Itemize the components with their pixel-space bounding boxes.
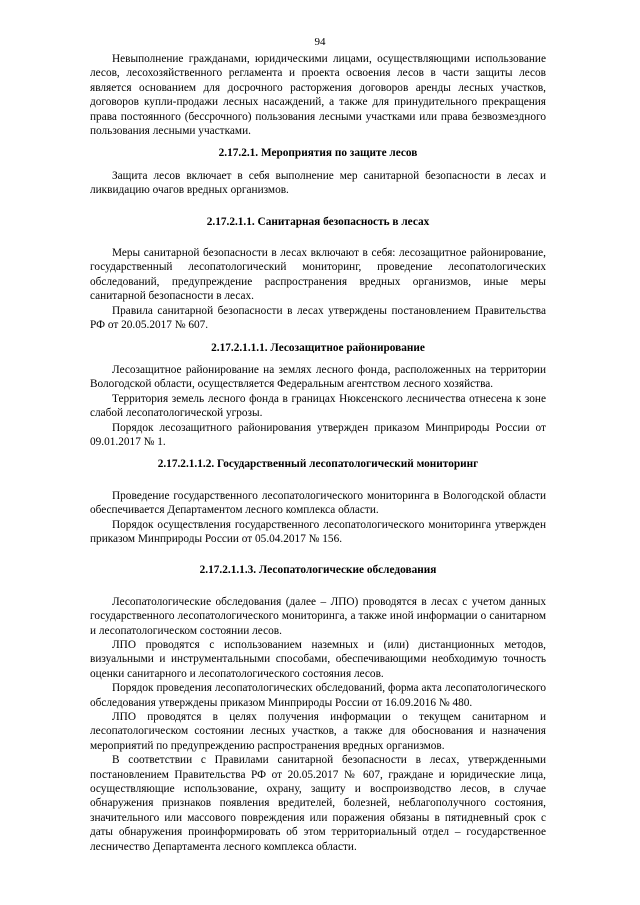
paragraph: ЛПО проводятся в целях получения информации о текущем санитарном и лесопатологическом состоянии лесных участков, а также для обоснования и назначения мероприятий по предупреждению распространения вредных организмов. xyxy=(90,711,546,752)
heading-sanitary-safety: 2.17.2.1.1. Санитарная безопасность в лесах xyxy=(206,215,430,228)
paragraph: Правила санитарной безопасности в лесах утверждены постановлением Правительства РФ от 20.05.2017 № 607. xyxy=(90,304,546,332)
paragraph: В соответствии с Правилами санитарной безопасности в лесах, утвержденными постановлением Правительства РФ от 20.05.2017 № 607, граждане и юридические лица, осуществляющие использование, охрану, защиту и воспроизводство лесов, в случае обнаружения признаков появления вредителей, болезней, неблагополучного состояния, значительного или массового повреждения или поражения обязаны в пятидневный срок с даты обнаружения проинформировать об этом территориальный отдел – государственное лесничество Департамента лесного комплекса области. xyxy=(90,754,546,853)
paragraph: Защита лесов включает в себя выполнение мер санитарной безопасности в лесах и ликвидацию очагов вредных организмов. xyxy=(90,169,546,197)
page-number: 94 xyxy=(314,36,326,48)
paragraph: Территория земель лесного фонда в границах Нюксенского лесничества отнесена к зоне слабой лесопатологической угрозы. xyxy=(90,392,546,420)
paragraph: Проведение государственного лесопатологического мониторинга в Вологодской области обеспечивается Департаментом лесного комплекса области. xyxy=(90,489,546,517)
paragraph: Меры санитарной безопасности в лесах включают в себя: лесозащитное районирование, государственный лесопатологический мониторинг, проведение лесопатологических обследований, предупреждение распространения вредных организмов, иные меры санитарной безопасности в лесах. xyxy=(90,247,546,303)
paragraph: ЛПО проводятся с использованием наземных и (или) дистанционных методов, визуальными и инструментальными способами, обеспечивающими необходимую точность оценки санитарного и лесопатологического состояния лесов. xyxy=(90,639,546,680)
document-body xyxy=(90,52,546,854)
paragraph: Лесопатологические обследования (далее – ЛПО) проводятся в лесах с учетом данных государственного лесопатологического мониторинга, а также иной информации о санитарном и лесопатологическом состоянии лесов. xyxy=(90,595,546,637)
paragraph: Лесозащитное районирование на землях лесного фонда, расположенных на территории Вологодской области, осуществляется Федеральным агентством лесного хозяйства. xyxy=(90,363,546,391)
heading-state-monitoring: 2.17.2.1.1.2. Государственный лесопатологический мониторинг xyxy=(157,458,479,471)
paragraph: Порядок осуществления государственного лесопатологического мониторинга утвержден приказом Минприроды России от 05.04.2017 № 156. xyxy=(90,518,546,545)
heading-pathology-surveys: 2.17.2.1.1.3. Лесопатологические обследования xyxy=(199,564,437,577)
paragraph: Порядок лесозащитного районирования утвержден приказом Минприроды России от 09.01.2017 № 1. xyxy=(90,421,546,448)
heading-protection-measures: 2.17.2.1. Мероприятия по защите лесов xyxy=(218,147,418,160)
intro-paragraph: Невыполнение гражданами, юридическими лицами, осуществляющими использование лесов, лесохозяйственного регламента и проекта освоения лесов в части защиты лесов является основанием для досрочного расторжения договоров аренды лесных участков, договоров купли-продажи лесных насаждений, а также для принудительного прекращения права постоянного (бессрочного) пользования лесными участками или права безвозмездного пользования лесными участками. xyxy=(90,53,546,138)
paragraph: Порядок проведения лесопатологических обследований, форма акта лесопатологического обследования утверждены приказом Минприроды России от 16.09.2016 № 480. xyxy=(90,682,546,709)
heading-forest-zoning: 2.17.2.1.1.1. Лесозащитное районирование xyxy=(211,341,425,354)
